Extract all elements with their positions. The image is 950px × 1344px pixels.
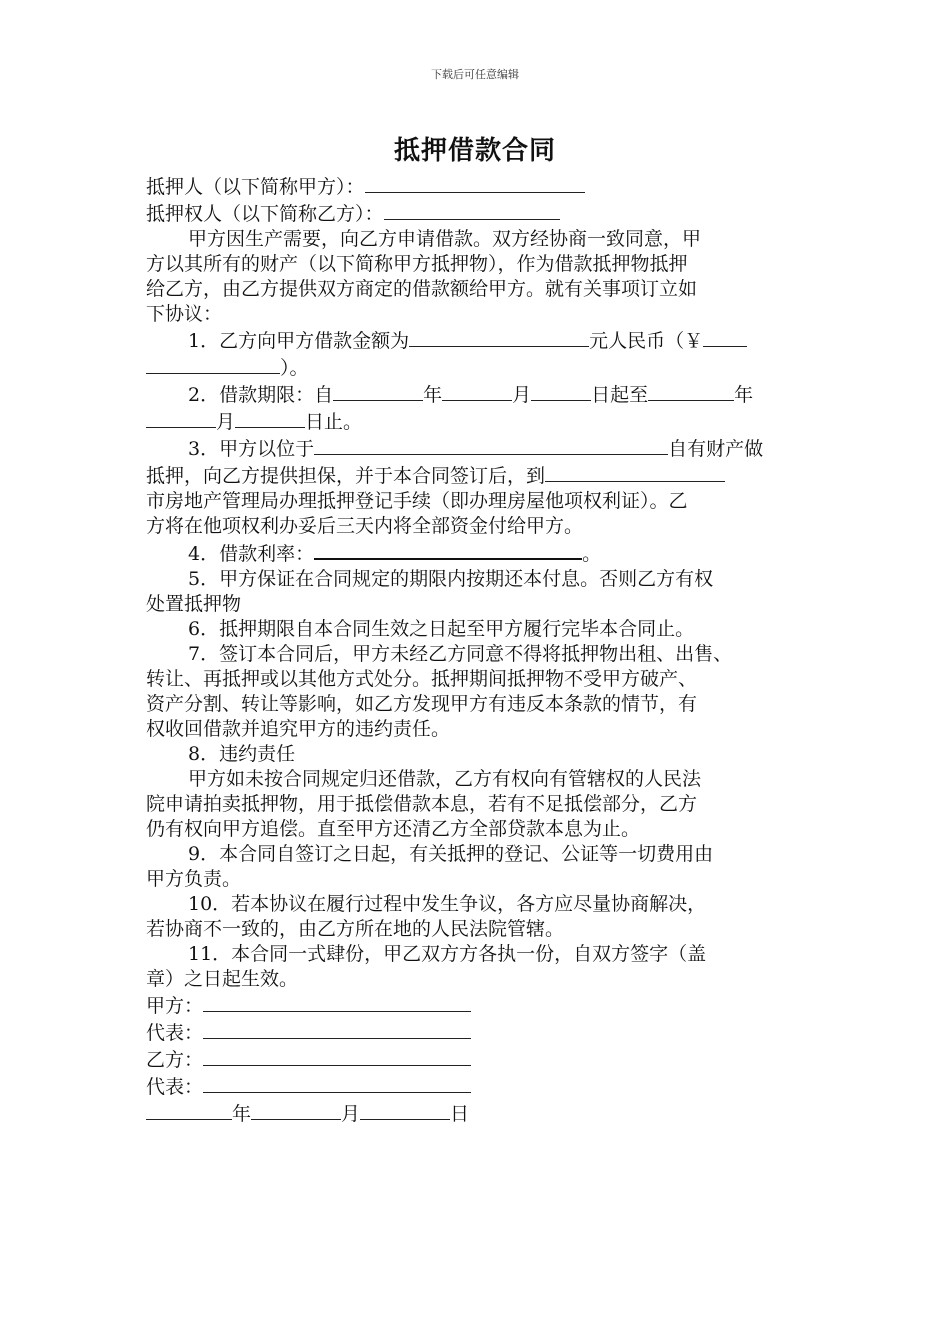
intro-line: 方以其所有的财产（以下简称甲方抵押物），作为借款抵押物抵押 — [146, 253, 688, 275]
start-day-blank — [531, 381, 591, 401]
rep-a-label: 代表： — [146, 1022, 204, 1044]
signature-date — [146, 1100, 811, 1127]
mortgagee-line — [146, 200, 811, 227]
clause-1-end: ）。 — [280, 357, 309, 379]
end-year-blank — [648, 381, 734, 401]
clause-3 — [146, 435, 811, 462]
day-label: 日 — [450, 1103, 470, 1125]
clause-11-cont: 章）之日起生效。 — [146, 968, 299, 990]
intro-line: 甲方因生产需要，向乙方申请借款。双方经协商一致同意，甲 — [188, 228, 702, 250]
party-b-signature-blank — [203, 1046, 471, 1066]
signature-rep-b — [146, 1073, 811, 1100]
clause-7: 7．签订本合同后，甲方未经乙方同意不得将抵押物出租、出售、 — [188, 643, 733, 665]
year-label: 年 — [734, 384, 754, 406]
day-label: 日起至 — [591, 384, 649, 406]
rmb-amount-blank-cont — [146, 354, 280, 374]
page-header-note: 下载后可任意编辑 — [431, 68, 519, 81]
sign-year-blank — [146, 1100, 232, 1120]
clause-1 — [146, 327, 811, 354]
clause-8-cont: 院申请拍卖抵押物，用于抵偿借款本息，若有不足抵偿部分，乙方 — [146, 793, 698, 815]
contract-body — [146, 173, 811, 1127]
signature-rep-a — [146, 1019, 811, 1046]
sign-month-blank — [251, 1100, 341, 1120]
clause-3-text: 自有财产做 — [668, 438, 764, 460]
clause-7-cont: 转让、再抵押或以其他方式处分。抵押期间抵押物不受甲方破产、 — [146, 668, 698, 690]
month-label: 月 — [512, 384, 532, 406]
property-location-blank — [314, 435, 668, 455]
clause-5-cont: 处置抵押物 — [146, 593, 242, 615]
month-label: 月 — [216, 411, 236, 433]
party-a-signature-blank — [203, 992, 471, 1012]
clause-7-cont: 权收回借款并追究甲方的违约责任。 — [146, 718, 451, 740]
clause-2-cont — [146, 408, 811, 435]
clause-2 — [146, 381, 811, 408]
clause-1-cont — [146, 354, 811, 381]
mortgagor-blank — [365, 173, 585, 193]
clause-8-cont: 仍有权向甲方追偿。直至甲方还清乙方全部贷款本息为止。 — [146, 818, 641, 840]
clause-7-cont: 资产分割、转让等影响，如乙方发现甲方有违反本条款的情节，有 — [146, 693, 698, 715]
clause-4-end: 。 — [582, 543, 602, 565]
mortgagee-label: 抵押权人（以下简称乙方）： — [146, 203, 384, 225]
clause-9-cont: 甲方负责。 — [146, 868, 242, 890]
clause-3-cont: 方将在他项权利办妥后三天内将全部资金付给甲方。 — [146, 515, 584, 537]
clause-3-text: 抵押，向乙方提供担保，并于本合同签订后，到 — [146, 465, 546, 487]
party-b-label: 乙方： — [146, 1049, 204, 1071]
start-month-blank — [442, 381, 512, 401]
party-a-label: 甲方： — [146, 995, 204, 1017]
rep-b-signature-blank — [203, 1073, 471, 1093]
year-label: 年 — [232, 1103, 252, 1125]
city-blank — [545, 462, 725, 482]
clause-10-cont: 若协商不一致的，由乙方所在地的人民法院管辖。 — [146, 918, 565, 940]
mortgagee-blank — [384, 200, 560, 220]
intro-line: 给乙方，由乙方提供双方商定的借款额给甲方。就有关事项订立如 — [146, 278, 698, 300]
end-day-blank — [235, 408, 305, 428]
day-label: 日止。 — [305, 411, 363, 433]
year-label: 年 — [423, 384, 443, 406]
intro-line: 下协议： — [146, 303, 223, 325]
mortgagor-line — [146, 173, 811, 200]
signature-party-a — [146, 992, 811, 1019]
clause-10: 10．若本协议在履行过程中发生争议，各方应尽量协商解决， — [188, 893, 707, 915]
interest-rate-blank — [314, 539, 582, 560]
clause-1-text: 1．乙方向甲方借款金额为 — [188, 330, 410, 352]
clause-8-heading: 8．违约责任 — [188, 743, 296, 765]
clause-2-text: 2．借款期限：自 — [188, 384, 334, 406]
clause-4 — [146, 539, 811, 567]
clause-3-cont: 市房地产管理局办理抵押登记手续（即办理房屋他项权利证）。乙 — [146, 490, 688, 512]
clause-11: 11．本合同一式肆份，甲乙双方方各执一份，自双方签字（盖 — [188, 943, 707, 965]
clause-8: 甲方如未按合同规定归还借款，乙方有权向有管辖权的人民法 — [188, 768, 702, 790]
clause-4-text: 4．借款利率： — [188, 543, 315, 565]
document-title: 抵押借款合同 — [393, 136, 556, 166]
rep-a-signature-blank — [203, 1019, 471, 1039]
mortgagor-label: 抵押人（以下简称甲方）： — [146, 176, 365, 198]
rep-b-label: 代表： — [146, 1076, 204, 1098]
end-month-blank — [146, 408, 216, 428]
clause-3-text: 3．甲方以位于 — [188, 438, 315, 460]
clause-9: 9．本合同自签订之日起，有关抵押的登记、公证等一切费用由 — [188, 843, 714, 865]
start-year-blank — [333, 381, 423, 401]
signature-party-b — [146, 1046, 811, 1073]
clause-3-cont — [146, 462, 811, 489]
month-label: 月 — [341, 1103, 361, 1125]
sign-day-blank — [360, 1100, 450, 1120]
rmb-amount-blank — [703, 327, 747, 347]
clause-1-currency: 元人民币（￥ — [589, 330, 704, 352]
clause-5: 5．甲方保证在合同规定的期限内按期还本付息。否则乙方有权 — [188, 568, 714, 590]
clause-6: 6．抵押期限自本合同生效之日起至甲方履行完毕本合同止。 — [188, 618, 695, 640]
loan-amount-blank — [409, 327, 589, 347]
